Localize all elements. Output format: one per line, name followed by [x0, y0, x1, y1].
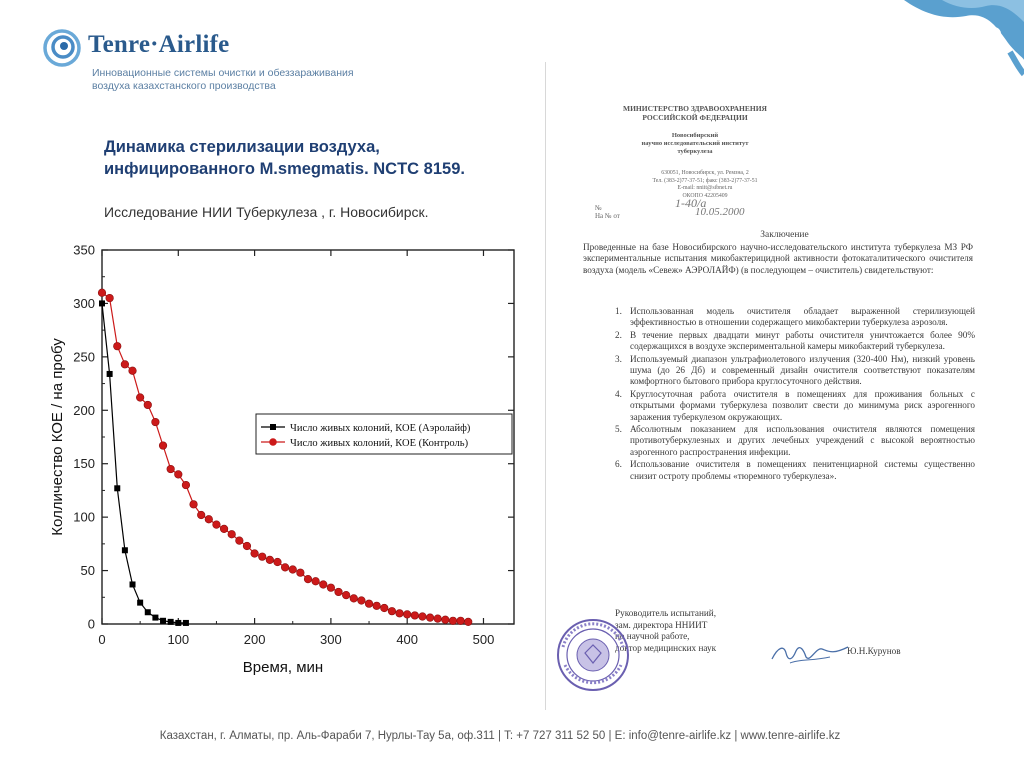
- list-item-number: 3.: [615, 353, 622, 364]
- data-point-control: [243, 542, 251, 550]
- y-tick-label: 150: [73, 456, 95, 472]
- document-findings-list: [615, 306, 975, 483]
- data-point-control: [388, 607, 396, 615]
- list-item-text: Круглосуточная работа очистителя в помещениях для проживания больных с открытыми формами туберкулеза позволит свести до минимума риск аэрогенного заражения туберкулезом окружающих.: [630, 388, 975, 422]
- data-point-control: [297, 569, 305, 577]
- legend-marker-aerolife: [270, 424, 276, 430]
- data-point-control: [411, 612, 419, 620]
- list-item-number: 2.: [615, 329, 622, 340]
- document-date-handwritten: 10.05.2000: [695, 206, 745, 218]
- address-line: E-mail: nniit@sibnet.ru: [677, 185, 733, 191]
- data-point-control: [449, 617, 457, 625]
- institute-line: Новосибирский: [671, 132, 719, 139]
- data-point-control: [342, 591, 350, 599]
- y-axis-label: Колличество КОЕ / на пробу: [49, 338, 66, 536]
- legend-marker-control: [269, 438, 277, 446]
- data-point-control: [190, 501, 198, 509]
- data-point-aerolife: [99, 300, 105, 306]
- series-line-1: [102, 303, 186, 623]
- data-point-aerolife: [145, 609, 151, 615]
- y-tick-label: 250: [73, 349, 95, 365]
- tagline-line-2: воздуха казахстанского производства: [92, 80, 276, 92]
- footer-contacts: Казахстан, г. Алматы, пр. Аль-Фараби 7, Нурлы-Тау 5а, оф.311 | T: +7 727 311 52 50 | E: info@tenre-airlife.kz | www.tenre-airlife.kz: [159, 730, 841, 742]
- list-item: [615, 424, 975, 458]
- x-tick-label: 400: [396, 632, 419, 647]
- data-point-aerolife: [107, 371, 113, 377]
- data-point-control: [266, 556, 274, 564]
- data-point-control: [251, 550, 259, 558]
- data-point-control: [350, 595, 358, 603]
- tagline-line-1: Инновационные системы очистки и обеззараживания: [92, 67, 354, 79]
- list-item-text: Абсолютным показанием для использования очистителя являются помещения противотуберкулезных и других лечебных учреждений с высокой вероятностью аэрогенного распространения инфекции.: [630, 424, 975, 457]
- list-item: [615, 459, 975, 482]
- data-point-control: [159, 442, 167, 450]
- slide-title: [104, 136, 465, 180]
- signatory-name: Ю.Н.Курунов: [847, 646, 901, 656]
- list-item-number: 5.: [615, 424, 622, 435]
- y-tick-label: 100: [73, 509, 95, 525]
- brand-tagline: [92, 67, 354, 93]
- y-tick-label: 0: [87, 616, 95, 632]
- address-line: Тел. (383-2)77-37-51; факс (383-2)77-37-51: [652, 177, 758, 184]
- y-tick-label: 200: [73, 402, 95, 418]
- list-item-number: 6.: [615, 459, 622, 470]
- list-item-text: Использованная модель очистителя обладает выраженной стерилизующей эффективностью в отношении содержащего микобактерии туберкулеза аэрозоля.: [630, 306, 975, 328]
- data-point-control: [274, 558, 282, 566]
- data-point-control: [289, 566, 297, 574]
- slide-title-line-1: Динамика стерилизации воздуха,: [104, 138, 380, 156]
- ministry-line: РОССИЙСКОЙ ФЕДЕРАЦИИ: [642, 113, 748, 122]
- y-tick-label: 50: [80, 563, 95, 579]
- data-point-control: [396, 610, 404, 618]
- document-number-label: №: [595, 204, 602, 212]
- data-point-control: [205, 515, 213, 523]
- data-point-control: [197, 511, 205, 519]
- data-point-control: [281, 564, 289, 572]
- data-point-control: [380, 604, 388, 612]
- legend-entry: Число живых колоний, КОЕ (Контроль): [290, 438, 469, 449]
- data-point-control: [136, 394, 144, 402]
- data-point-control: [167, 465, 175, 473]
- signatory-line: Руководитель испытаний,: [615, 608, 716, 618]
- x-tick-label: 0: [98, 632, 106, 647]
- data-point-aerolife: [160, 618, 166, 624]
- data-point-control: [319, 581, 327, 589]
- data-point-control: [106, 294, 114, 302]
- data-point-aerolife: [114, 485, 120, 491]
- list-item: [615, 306, 975, 329]
- data-point-aerolife: [130, 581, 136, 587]
- data-point-control: [129, 367, 137, 375]
- data-point-control: [213, 521, 221, 529]
- institute-line: научно исследовательский институт: [641, 140, 749, 147]
- document-number-handwritten: 1-40/а: [675, 196, 707, 210]
- data-point-control: [426, 614, 434, 622]
- data-point-control: [365, 600, 373, 608]
- handwritten-signature-icon: [770, 637, 850, 669]
- x-tick-label: 200: [243, 632, 266, 647]
- slide-subtitle: Исследование НИИ Туберкулеза , г. Новосибирск.: [104, 204, 429, 220]
- list-item-text: Использование очистителя в помещениях пенитенциарной системы существенно снизит остроту проблемы «тюремного туберкулеза».: [630, 459, 975, 481]
- list-item-number: 4.: [615, 388, 622, 399]
- series-line-2: [102, 293, 468, 622]
- data-point-control: [335, 588, 343, 596]
- x-tick-label: 100: [167, 632, 190, 647]
- data-point-control: [464, 618, 472, 626]
- document-heading: Заключение: [760, 230, 809, 240]
- data-point-aerolife: [152, 615, 158, 621]
- address-line: 630051, Новосибирск, ул. Ремзна, 2: [661, 170, 749, 176]
- y-tick-label: 350: [73, 242, 95, 258]
- data-point-control: [457, 617, 465, 625]
- data-point-control: [98, 289, 106, 297]
- brand-name: Tenre·Airlife: [88, 31, 230, 58]
- data-point-control: [358, 597, 366, 605]
- data-point-aerolife: [168, 619, 174, 625]
- document-ministry: [595, 104, 795, 122]
- data-point-control: [144, 401, 152, 409]
- sterilization-chart: [40, 238, 530, 688]
- legend-entry: Число живых колоний, КОЕ (Аэролайф): [290, 423, 471, 434]
- data-point-control: [419, 613, 427, 621]
- list-item: [615, 330, 975, 353]
- data-point-aerolife: [175, 620, 181, 626]
- official-stamp-icon: [555, 617, 631, 693]
- signatory-line: доктор медицинских наук: [615, 642, 717, 653]
- signatory-line: зам. директора ННИИТ: [615, 619, 708, 630]
- x-tick-label: 300: [320, 632, 342, 647]
- document-reference-label: На № от: [595, 212, 620, 220]
- address-line: ОКОПО 42205409: [682, 192, 728, 199]
- institute-line: туберкулеза: [677, 148, 713, 155]
- y-tick-label: 300: [73, 295, 95, 311]
- document-intro: Проведенные на базе Новосибирского научно-исследовательского института туберкулеза МЗ РФ экспериментальные испытания микобактерицидной активности фотокаталитического очистителя воздуха (модель «Севеж» АЭРОЛАЙФ) (в последующем – очиститель) свидетельствуют:: [583, 242, 973, 275]
- document-institute: [595, 132, 795, 156]
- data-point-control: [174, 471, 182, 479]
- data-point-control: [236, 537, 244, 545]
- data-point-aerolife: [183, 620, 189, 626]
- data-point-control: [312, 577, 320, 585]
- data-point-control: [434, 615, 442, 623]
- tenre-airlife-logo-icon: [42, 28, 82, 68]
- data-point-control: [121, 361, 129, 369]
- data-point-aerolife: [122, 547, 128, 553]
- list-item-text: Используемый диапазон ультрафиолетового излучения (320-400 Нм), низкий уровень шума (до 26 Дб) и современный дизайн очистителя соответствуют показателям комфортного бытового прибора круглосуточного действия.: [630, 353, 975, 387]
- data-point-control: [373, 602, 381, 610]
- data-point-control: [442, 616, 450, 624]
- list-item-number: 1.: [615, 306, 622, 316]
- data-point-control: [152, 418, 160, 426]
- list-item-text: В течение первых двадцати минут работы очистителя уничтожается более 90% содержащихся в воздухе экспериментальной камеры микобактерий туберкулеза.: [630, 329, 975, 352]
- conclusion-document: [545, 62, 1024, 710]
- signatory-line: по научной работе,: [615, 631, 690, 642]
- data-point-aerolife: [137, 600, 143, 606]
- slide-title-line-2: инфицированного M.smegmatis. NCTC 8159.: [104, 160, 465, 178]
- list-item: [615, 354, 975, 388]
- data-point-control: [220, 525, 228, 533]
- ministry-line: МИНИСТЕРСТВО ЗДРАВООХРАНЕНИЯ: [623, 104, 767, 113]
- data-point-control: [258, 553, 266, 561]
- data-point-control: [327, 584, 335, 592]
- data-point-control: [403, 611, 411, 619]
- data-point-control: [304, 575, 312, 583]
- x-tick-label: 500: [472, 632, 495, 647]
- x-axis-label: Время, мин: [242, 659, 324, 676]
- data-point-control: [113, 342, 121, 350]
- data-point-control: [228, 530, 236, 538]
- list-item: [615, 389, 975, 423]
- data-point-control: [182, 481, 190, 489]
